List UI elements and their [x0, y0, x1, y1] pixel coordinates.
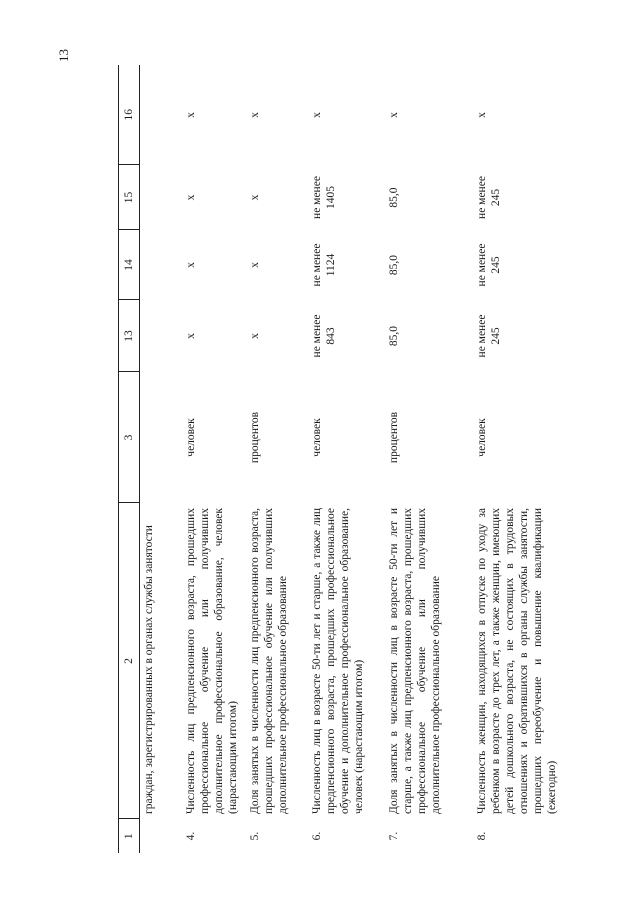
value-cell: x: [185, 112, 197, 118]
column-header: 13: [119, 300, 140, 372]
row-number: 5.: [249, 831, 261, 841]
column-header: 1: [119, 819, 140, 853]
row-number: 8.: [476, 831, 488, 841]
table-row: [310, 65, 387, 853]
value-cell: не менее 245: [476, 176, 502, 219]
page-number: 13: [56, 49, 71, 62]
table-row: [140, 65, 185, 853]
table-row: [248, 65, 310, 853]
value-cell: x: [185, 262, 197, 268]
table-row: [475, 65, 559, 853]
unit-cell: человек: [311, 418, 323, 457]
indicator-name: Численность женщин, находящихся в отпуске по уходу за ребенком в возрасте до трех лет, а также женщин, имеющих детей дошкольного возраста, не состоящих в трудовых отношениях и обратившихся в органы службы занятости, прошедших переобучение и повышение квалификации (ежегодно): [476, 508, 558, 814]
row-number: [140, 819, 185, 853]
table-header-row: [119, 65, 140, 853]
value-cell: x: [249, 262, 261, 268]
table-row: [387, 65, 475, 853]
indicator-name: Численность лиц предпенсионного возраста, прошедших профессиональное обучение или получивших дополнительное профессиональное образование, человек (нарастающим итогом): [185, 508, 239, 814]
indicator-name: Доля занятых в численности лиц в возрасте 50-ти лет и старше, а также лиц предпенсионного возраста, прошедших профессиональное обучение или получивших дополнительное профессиональное образование: [388, 508, 442, 814]
row-number: 7.: [388, 831, 400, 841]
indicators-table-wrapper: [118, 65, 558, 853]
indicator-name: Доля занятых в численности лиц предпенсионного возраста, прошедших профессиональное обучение или получивших дополнительное профессиональное образование: [249, 508, 289, 814]
row-number: 4.: [185, 831, 197, 841]
unit-cell: процентов: [249, 411, 261, 464]
table-row: [184, 65, 248, 853]
value-cell: [140, 65, 185, 165]
value-cell: не менее 1405: [311, 176, 337, 219]
value-cell: x: [249, 112, 261, 118]
value-cell: не менее 843: [311, 314, 337, 358]
column-header: 2: [119, 503, 140, 819]
value-cell: x: [388, 112, 400, 118]
column-header: 15: [119, 165, 140, 230]
value-cell: x: [185, 333, 197, 339]
value-cell: [140, 230, 185, 300]
row-number: 6.: [311, 831, 323, 841]
value-cell: x: [249, 194, 261, 201]
value-cell: x: [476, 112, 488, 118]
value-cell: [140, 300, 185, 372]
value-cell: 85,0: [388, 187, 400, 208]
indicator-name: граждан, зарегистрированных в органах службы занятости: [143, 525, 155, 814]
column-header: 3: [119, 372, 140, 503]
value-cell: x: [311, 112, 323, 118]
value-cell: x: [185, 194, 197, 201]
value-cell: не менее 1124: [311, 243, 337, 287]
value-cell: не менее 245: [476, 314, 502, 358]
indicator-name: Численность лиц в возрасте 50-ти лет и старше, а также лиц предпенсионного возраста, прошедших профессиональное обучение и дополнительное профессиональное образование, человек (нарастающим итогом): [311, 508, 365, 814]
column-header: 14: [119, 230, 140, 300]
unit-cell: человек: [185, 418, 197, 457]
unit-cell: [140, 372, 185, 503]
value-cell: не менее 245: [476, 243, 502, 287]
value-cell: 85,0: [388, 325, 400, 347]
indicators-table: [118, 65, 559, 853]
column-header: 16: [119, 65, 140, 165]
value-cell: x: [249, 333, 261, 339]
unit-cell: человек: [476, 418, 488, 457]
unit-cell: процентов: [388, 411, 400, 464]
value-cell: 85,0: [388, 254, 400, 276]
value-cell: [140, 165, 185, 230]
